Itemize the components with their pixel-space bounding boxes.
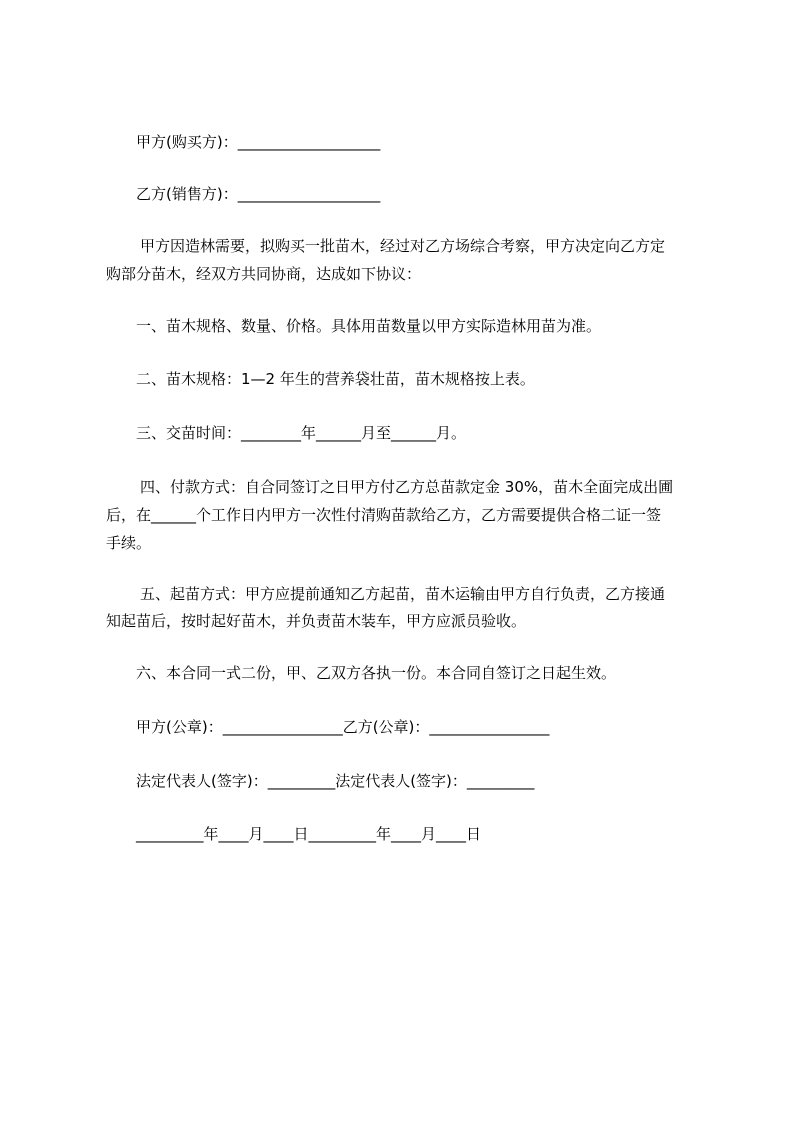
signature-line: 法定代表人(签字)：_________法定代表人(签字)：_________: [136, 772, 535, 790]
clause-4-line-3: 手续。: [106, 534, 152, 552]
clause-4-line-1: 四、付款方式：自合同签订之日甲方付乙方总苗款定金 30%，苗木全面完成出圃: [140, 478, 674, 496]
clause-2: 二、苗木规格：1—2 年生的营养袋壮苗，苗木规格按上表。: [136, 370, 535, 388]
intro-paragraph-line-2: 购部分苗木，经双方共同协商，达成如下协议：: [106, 265, 422, 283]
clause-3: 三、交苗时间：________年______月至______月。: [136, 424, 467, 442]
clause-6: 六、本合同一式二份，甲、乙双方各执一份。本合同自签订之日起生效。: [136, 664, 617, 682]
party-b-line: 乙方(销售方)：___________________: [136, 185, 381, 203]
date-line: _________年____月____日_________年____月____日: [136, 825, 482, 843]
clause-5-line-1: 五、起苗方式：甲方应提前通知乙方起苗，苗木运输由甲方自行负责，乙方接通: [140, 585, 666, 603]
clause-4-line-2: 后，在______个工作日内甲方一次性付清购苗款给乙方，乙方需要提供合格二证一签: [106, 506, 662, 524]
intro-paragraph-line-1: 甲方因造林需要，拟购买一批苗木，经过对乙方场综合考察，甲方决定向乙方定: [140, 237, 666, 255]
clause-5-line-2: 知起苗后，按时起好苗木，并负责苗木装车，甲方应派员验收。: [106, 612, 527, 630]
clause-1: 一、苗木规格、数量、价格。具体用苗数量以甲方实际造林用苗为准。: [136, 317, 602, 335]
party-a-line: 甲方(购买方)：___________________: [136, 133, 381, 151]
seal-line: 甲方(公章)：________________乙方(公章)：________________: [136, 718, 550, 736]
